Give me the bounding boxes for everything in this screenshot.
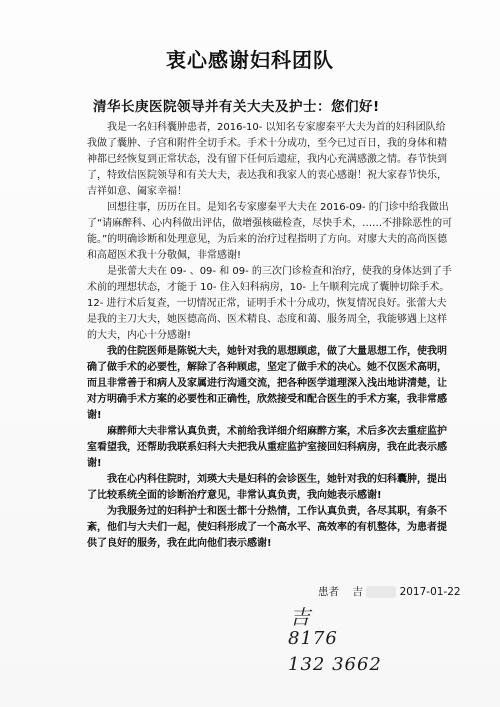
letter-title: 衷心感谢妇科团队: [166, 48, 334, 72]
handwritten-name: 吉: [290, 605, 311, 629]
redaction-mark: [366, 586, 396, 598]
paragraph-3: 是张蕾大夫在 09- 、09- 和 09- 的三次门诊检查和治疗，使我的身体达到了手术前的理想状态，才能于 10- 住入妇科病房，10- 上午顺利完成了囊肿切除手术。12- 进行术后复查，一切情况正常，证明手术十分成功，恢复情况良好。张蕾大夫是我的主刀大夫，她医德高尚、医术精良、态度和蔼、服务周全，我能够遇上这样的大夫，内心十分感谢!: [87, 266, 452, 341]
paragraph-2: 回想往事，历历在目。是知名专家廖秦平大夫在 2016-09- 的门诊中给我做出了“请麻醉科、心内科做出评估，做增强核磁检查，尽快手术，……不排除恶性的可能。”的明确诊断和处理意见，为后来的治疗过程指明了方向。对廖大夫的高尚医德和高超医术我十分敬佩，非常感谢!: [87, 202, 453, 261]
letter-salutation: 清华长庚医院领导并有关大夫及护士：您们好!: [93, 99, 380, 115]
handwritten-id: 8176: [288, 628, 338, 649]
paragraph-6: 我在心内科住院时，刘瑛大夫是妇科的会诊医生，她针对我的妇科囊肿，提出了比较系统全面的诊断治疗意见，非常认真负责，我向她表示感谢!: [87, 474, 447, 501]
handwritten-phone: 132 3662: [288, 654, 382, 675]
signature-date: 2017-01-22: [399, 586, 461, 598]
signature-block: [0, 584, 500, 694]
letter-body: [87, 120, 453, 552]
paragraph-5: 麻醉师大夫非常认真负责，术前给我详细介绍麻醉方案，术后多次去重症监护室看望我，还帮助我联系妇科大夫把我从重症监护室接回妇科病房，我在此表示感谢!: [87, 426, 447, 469]
signature-name: 吉: [352, 586, 363, 598]
signature-label: 患者: [318, 586, 339, 598]
paragraph-1: 我是一名妇科囊肿患者，2016-10- 以知名专家廖秦平大夫为首的妇科团队给我做了囊肿、子宫和附件全切手术。手术十分成功，至今已过百日，我的身体和精神都已经恢复到正常状态，没有留下任何后遗症，我内心充满感激之情。春节快到了，特致信医院领导和有关大夫，表达我和我家人的衷心感谢！祝大家春节快乐，吉祥如意、阖家幸福！: [87, 122, 447, 197]
signature-line: [318, 584, 461, 599]
paragraph-7: 为我服务过的妇科护士和医士都十分热情，工作认真负责，各尽其职，有条不紊，他们与大夫们一起，使妇科形成了一个高水平、高效率的有机整体，为患者提供了良好的服务，我在此向他们表示感谢!: [87, 506, 447, 549]
paragraph-4: 我的住院医师是陈锐大夫，她针对我的思想顾虑，做了大量思想工作，使我明确了做手术的必要性，解除了各种顾虑，坚定了做手术的决心。她不仅医术高明，而且非常善于和病人及家属进行沟通交流，把各种医学道理深入浅出地讲清楚，让对方明确手术方案的必要性和正确性，欣然接受和配合医生的手术方案，我非常感谢!: [87, 346, 447, 421]
